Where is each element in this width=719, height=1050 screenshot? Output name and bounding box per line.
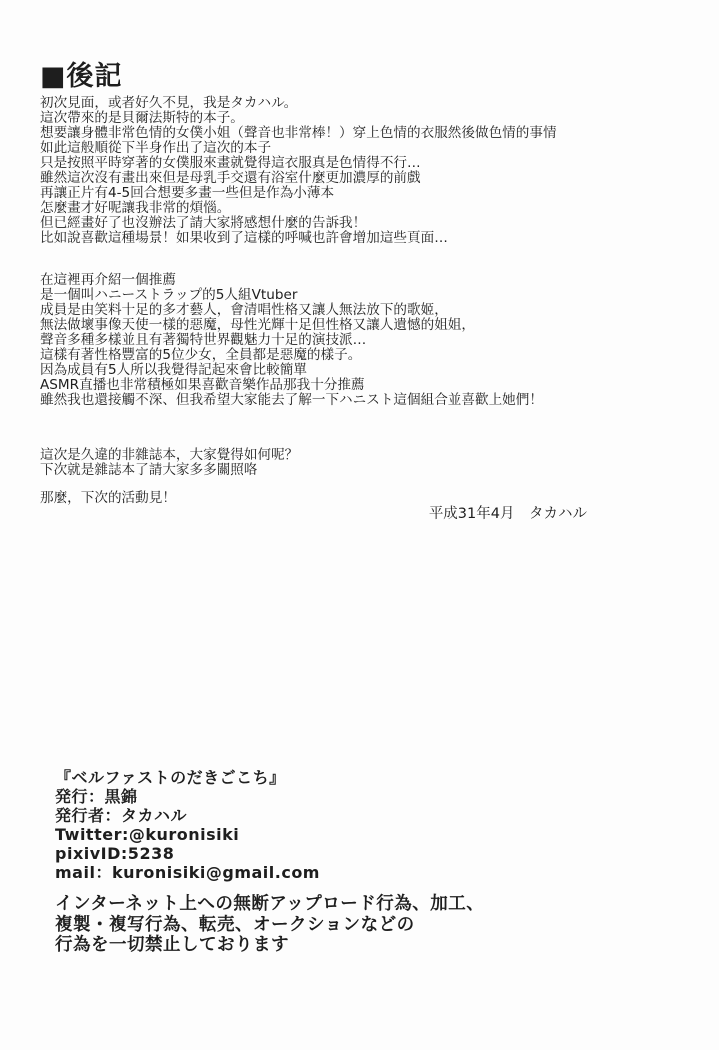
afterword-closing [40,491,689,506]
signature-line: 平成31年4月 タカハル [428,506,587,522]
afterword-line: 無法做壞事像天使一樣的惡魔，母性光輝十足但性格又讓人遺憾的姐姐， [40,317,475,333]
afterword-line: ASMR直播也非常積極如果喜歡音樂作品那我十分推薦 [40,377,365,393]
legal-line: 行為を一切禁止しております [55,935,289,955]
afterword-section [40,62,689,522]
legal-line: 複製・複写行為、転売、オークションなどの [55,914,415,935]
book-title: 『ベルファストのだきごこち』 [55,768,286,787]
twitter-line: Twitter:@kuronisiki [55,825,240,844]
afterword-line: 成員是由笑料十足的多才藝人，會清唱性格又讓人無法放下的歌姬， [40,302,448,318]
afterword-line: 這次是久違的非雜誌本，大家覺得如何呢？ [40,447,299,463]
afterword-line: 下次就是雜誌本了請大家多多關照咯 [40,462,258,478]
page-title: ■後記 [40,61,123,92]
afterword-line: 初次見面，或者好久不見，我是タカハル。 [40,95,298,111]
afterword-line: 雖然我也還接觸不深、但我希望大家能去了解一下ハニスト這個組合並喜歡上她們！ [40,392,543,408]
afterword-line: 是一個叫ハニーストラップ的5人組Vtuber [40,287,298,303]
legal-notice [55,894,484,956]
publisher-line: 発行：黒錦 [55,787,138,806]
colophon-section [55,768,320,882]
afterword-line: 聲音多種多樣並且有著獨特世界觀魅力十足的演技派… [40,332,367,348]
afterword-line: 在這裡再介紹一個推薦 [40,272,176,288]
legal-line: インターネット上への無断アップロード行為、加工、 [55,894,485,914]
afterword-paragraph-2 [40,273,689,408]
afterword-line: 只是按照平時穿著的女僕服來畫就覺得這衣服真是色情得不行… [40,155,421,171]
afterword-line: 這樣有著性格豐富的5位少女，全員都是惡魔的樣子。 [40,347,362,363]
afterword-line: 想要讓身體非常色情的女僕小姐（聲音也非常棒！）穿上色情的衣服然後做色情的事情 [40,125,557,141]
afterword-line: 因為成員有5人所以我覺得記起來會比較簡單 [40,362,307,378]
afterword-line: 怎麼畫才好呢讓我非常的煩惱。 [40,200,231,216]
afterword-line: 但已經畫好了也沒辦法了請大家將感想什麼的告訴我！ [40,215,367,231]
afterword-paragraph-3 [40,448,689,478]
afterword-paragraph-1 [40,96,689,246]
afterword-line: 再讓正片有4-5回合想要多畫一些但是作為小薄本 [40,185,335,201]
afterword-line: 那麼，下次的活動見！ [40,490,176,506]
afterword-line: 比如說喜歡這種場景！如果收到了這樣的呼喊也許會增加這些頁面… [40,230,448,246]
pixiv-line: pixivID:5238 [55,844,175,863]
mail-line: mail：kuronisiki@gmail.com [55,863,320,882]
afterword-line: 這次帶來的是貝爾法斯特的本子。 [40,110,244,126]
author-line: 発行者：タカハル [55,806,188,825]
afterword-line: 如此這般順從下半身作出了這次的本子 [40,140,272,156]
afterword-line: 雖然這次沒有畫出來但是母乳手交還有浴室什麼更加濃厚的前戲 [40,170,421,186]
